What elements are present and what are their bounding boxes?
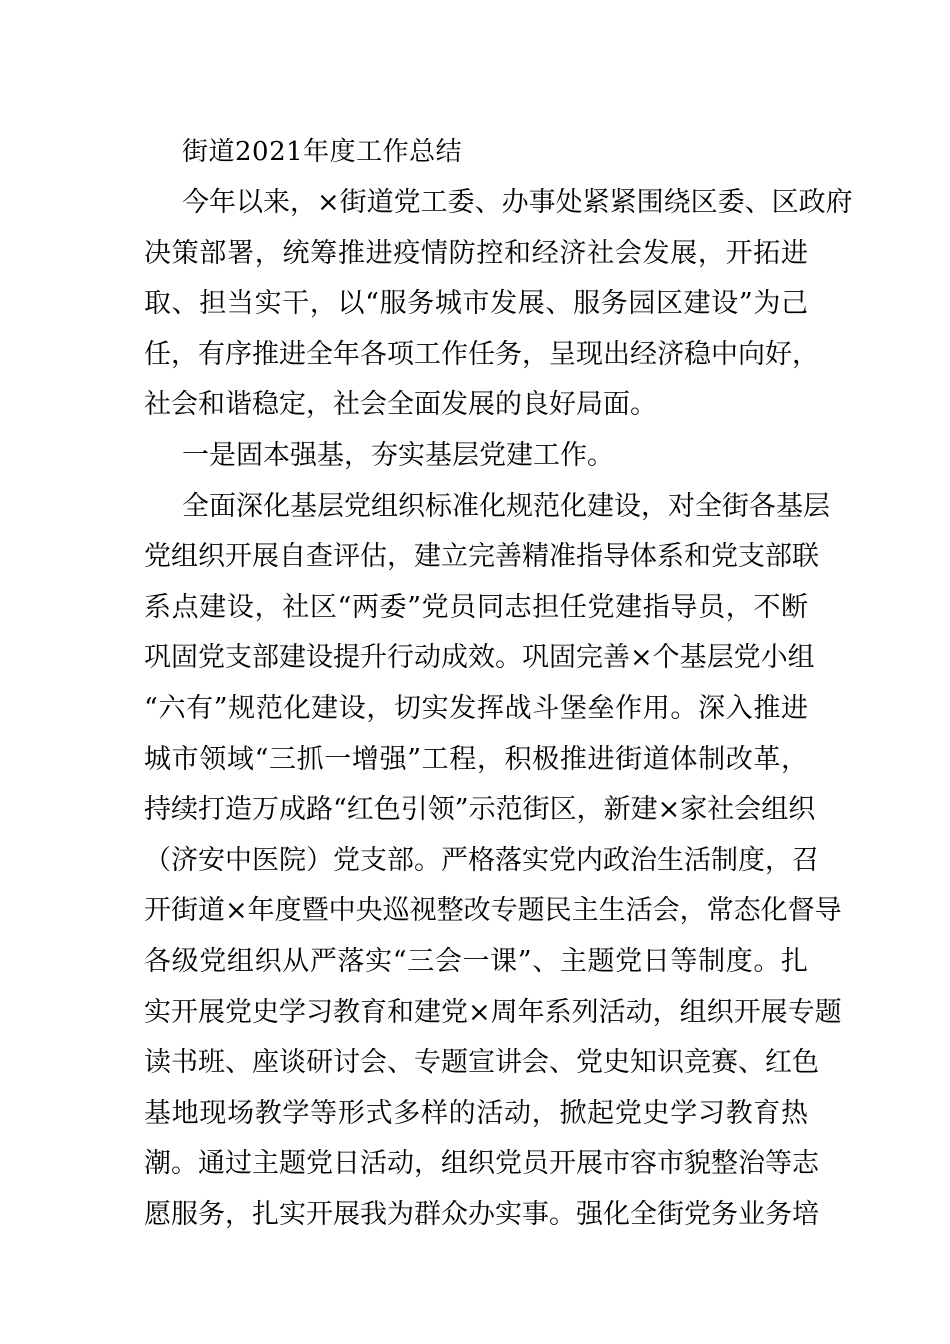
paragraph-line: 城市领域“三抓一增强”工程，积极推进街道体制改革， [144, 743, 808, 775]
paragraph-line: 基地现场教学等形式多样的活动，掀起党史学习教育热 [144, 1097, 808, 1129]
paragraph [144, 431, 808, 482]
paragraph-line: （济安中医院）党支部。严格落实党内政治生活制度，召 [144, 844, 819, 876]
paragraph-line: 各级党组织从严落实“三会一课”、主题党日等制度。扎 [144, 945, 808, 977]
document-body [144, 128, 853, 1240]
paragraph-line: 开街道×年度暨中央巡视整改专题民主生活会，常态化督导 [144, 895, 842, 927]
paragraph-line: 一是固本强基，夯实基层党建工作。 [182, 439, 614, 471]
paragraph-line: 今年以来，×街道党工委、办事处紧紧围绕区委、区政府 [182, 187, 853, 218]
paragraph-line: 愿服务，扎实开展我为群众办实事。强化全街党务业务培 [144, 1198, 819, 1230]
paragraph-line: 党组织开展自查评估，建立完善精准指导体系和党支部联 [144, 541, 819, 573]
paragraph-line: 巩固党支部建设提升行动成效。巩固完善×个基层党小组 [144, 642, 815, 674]
paragraph-line: 实开展党史学习教育和建党×周年系列活动，组织开展专题 [144, 996, 842, 1028]
paragraph-line: 持续打造万成路“红色引领”示范街区，新建×家社会组织 [144, 794, 816, 826]
paragraph [144, 178, 853, 431]
paragraph-container [144, 178, 853, 1240]
paragraph-line: 决策部署，统筹推进疫情防控和经济社会发展，开拓进 [144, 237, 808, 269]
paragraph-line: 取、担当实干，以“服务城市发展、服务园区建设”为己 [144, 288, 808, 320]
paragraph [144, 482, 842, 1241]
paragraph-line: 潮。通过主题党日活动，组织党员开展市容市貌整治等志 [144, 1148, 819, 1180]
paragraph-line: 社会和谐稳定，社会全面发展的良好局面。 [144, 389, 657, 421]
paragraph-line: 任，有序推进全年各项工作任务，呈现出经济稳中向好， [144, 338, 819, 370]
document-title: 街道2021年度工作总结 [182, 137, 463, 167]
paragraph-line: 读书班、座谈研讨会、专题宣讲会、党史知识竞赛、红色 [144, 1047, 819, 1079]
paragraph-line: 系点建设，社区“两委”党员同志担任党建指导员，不断 [144, 591, 808, 623]
paragraph-line: 全面深化基层党组织标准化规范化建设，对全街各基层 [182, 490, 830, 522]
paragraph-line: “六有”规范化建设，切实发挥战斗堡垒作用。深入推进 [144, 692, 808, 724]
